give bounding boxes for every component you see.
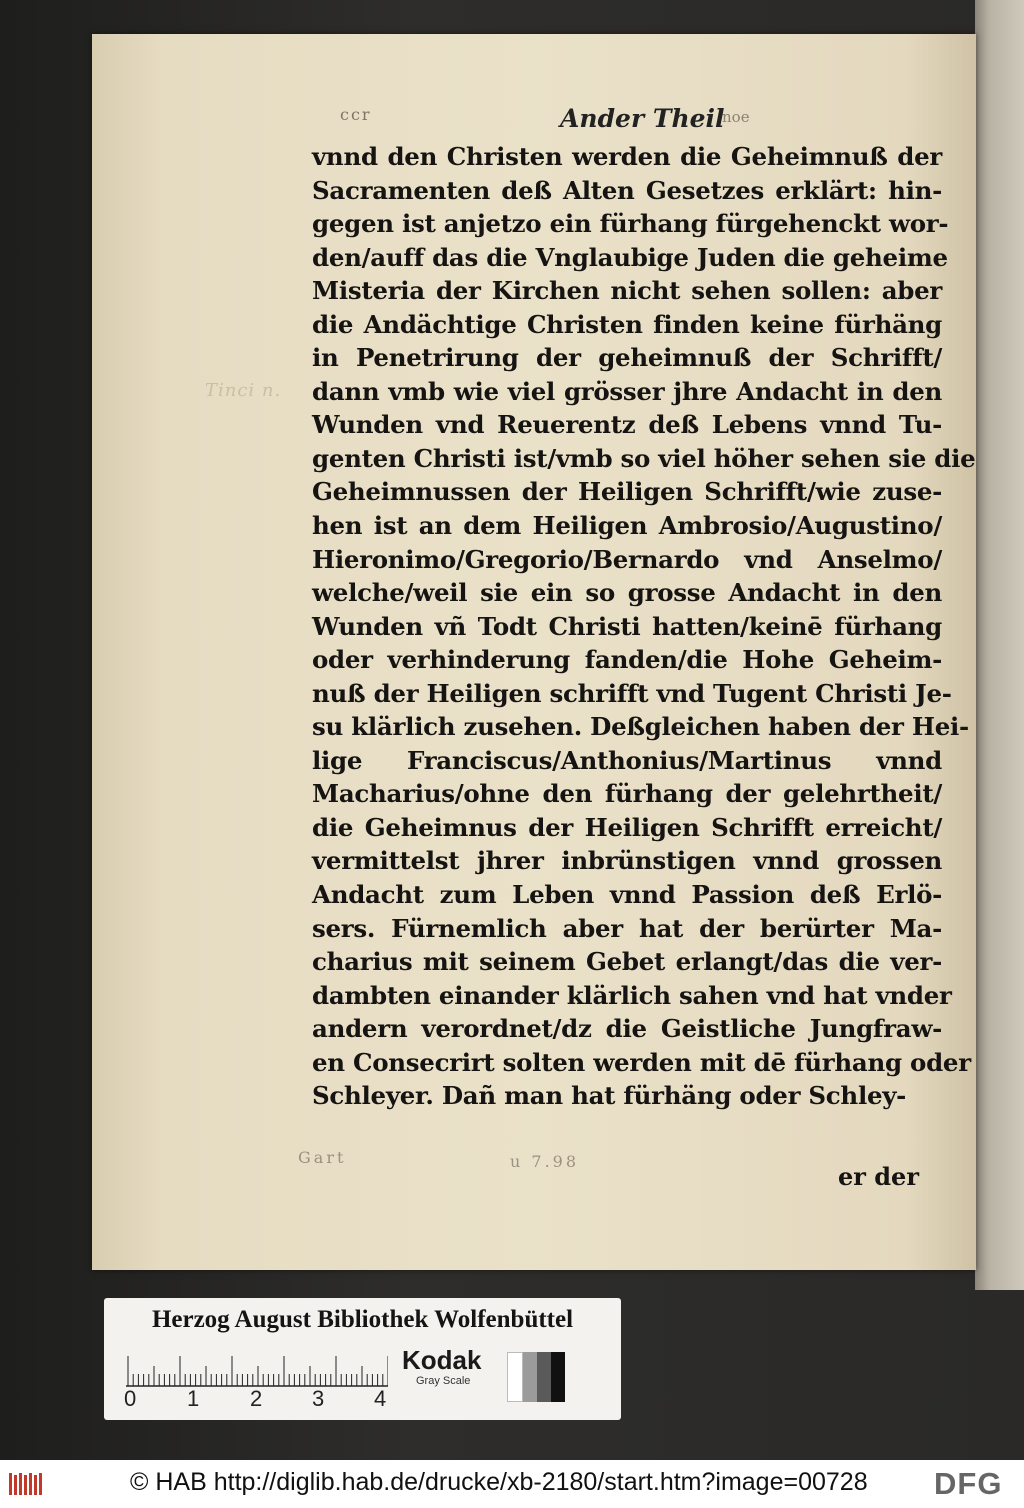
gray-scale-patch: [507, 1352, 565, 1402]
text-line: Andacht zum Leben vnnd Passion deß Erlö-: [312, 880, 942, 910]
hab-columns-logo-icon: [8, 1471, 46, 1497]
text-line: andern verordnet/dz die Geistliche Jungfraw-: [312, 1014, 942, 1044]
text-line: en Consecrirt solten werden mit dē fürhang oder: [312, 1047, 971, 1077]
kodak-brand: Kodak: [402, 1345, 482, 1375]
page-header-right: noe: [722, 108, 750, 126]
text-line: Macharius/ohne den fürhang der gelehrtheit/: [312, 779, 942, 809]
ruler: [126, 1348, 388, 1388]
text-line: sers. Fürnemlich aber hat der berürter Ma-: [312, 913, 942, 943]
catchword: er der: [838, 1162, 919, 1191]
text-line: genten Christi ist/vmb so viel höher sehen sie die: [312, 443, 976, 473]
text-line: vermittelst jhrer inbrünstigen vnnd grossen: [312, 846, 942, 876]
text-line: gegen ist anjetzo ein fürhang fürgehenckt wor-: [312, 209, 949, 239]
footer-bar: [0, 1460, 1024, 1508]
library-name: Herzog August Bibliothek Wolfenbüttel: [151, 1306, 574, 1333]
ruler-number-2: 2: [250, 1386, 263, 1411]
ruler-number-3: 3: [312, 1386, 325, 1411]
ruler-number-0: 0: [124, 1386, 137, 1411]
signature-ghost-left: Gart: [298, 1148, 347, 1167]
text-line: Hieronimo/Gregorio/Bernardo vnd Anselmo/: [312, 544, 942, 574]
text-line: welche/weil sie ein so grosse Andacht in den: [312, 578, 942, 608]
text-line: charius mit seinem Gebet erlangt/das die ver-: [312, 947, 942, 977]
dfg-logo: DFG: [934, 1466, 1003, 1501]
text-line: Sacramenten deß Alten Gesetzes erklärt: hin-: [312, 175, 942, 205]
kodak-gray-scale-label: Gray Scale: [416, 1375, 471, 1387]
text-line: su klärlich zusehen. Deßgleichen haben der Hei-: [312, 712, 969, 742]
text-line: lige Franciscus/Anthonius/Martinus vnnd: [312, 745, 942, 775]
text-line: dann vmb wie viel grösser jhre Andacht in den: [312, 376, 942, 406]
facing-page-edge: [975, 0, 1024, 1290]
text-line: den/auff das die Vnglaubige Juden die geheime: [312, 242, 948, 272]
page-header-left: ccr: [340, 105, 372, 124]
text-block: [312, 140, 976, 1113]
ruler-number-4: 4: [374, 1386, 387, 1411]
text-line: Wunden vñ Todt Christi hatten/keinē fürhang: [312, 611, 942, 641]
text-line: die Andächtige Christen finden keine fürhäng: [312, 309, 942, 339]
text-line: oder verhinderung fanden/die Hohe Geheim-: [312, 645, 942, 675]
text-line: die Geheimnus der Heiligen Schrifft erreicht/: [312, 812, 942, 842]
running-head: Ander Theil: [560, 104, 725, 133]
text-line: hen ist an dem Heiligen Ambrosio/Augustino/: [312, 511, 942, 541]
text-line: in Penetrirung der geheimnuß der Schrifft/: [312, 343, 942, 373]
footer-credit-link[interactable]: © HAB http://diglib.hab.de/drucke/xb-2180/start.htm?image=00728: [130, 1468, 868, 1496]
text-line: dambten einander klärlich sahen vnd hat vnder: [312, 980, 952, 1010]
text-line: Wunden vnd Reuerentz deß Lebens vnnd Tu-: [312, 410, 942, 440]
margin-ghost-text: Tinci n.: [205, 380, 282, 401]
text-line: vnnd den Christen werden die Geheimnuß der: [312, 142, 942, 171]
text-line: Misteria der Kirchen nicht sehen sollen: aber: [312, 276, 942, 306]
signature-ghost-right: u 7.98: [510, 1152, 580, 1171]
text-line: Schleyer. Dañ man hat fürhäng oder Schley-: [312, 1081, 907, 1111]
library-label: [104, 1298, 621, 1420]
text-line: nuß der Heiligen schrifft vnd Tugent Christi Je-: [312, 678, 952, 708]
text-line: Geheimnussen der Heiligen Schrifft/wie zuse-: [312, 477, 942, 507]
ruler-number-1: 1: [187, 1386, 200, 1411]
